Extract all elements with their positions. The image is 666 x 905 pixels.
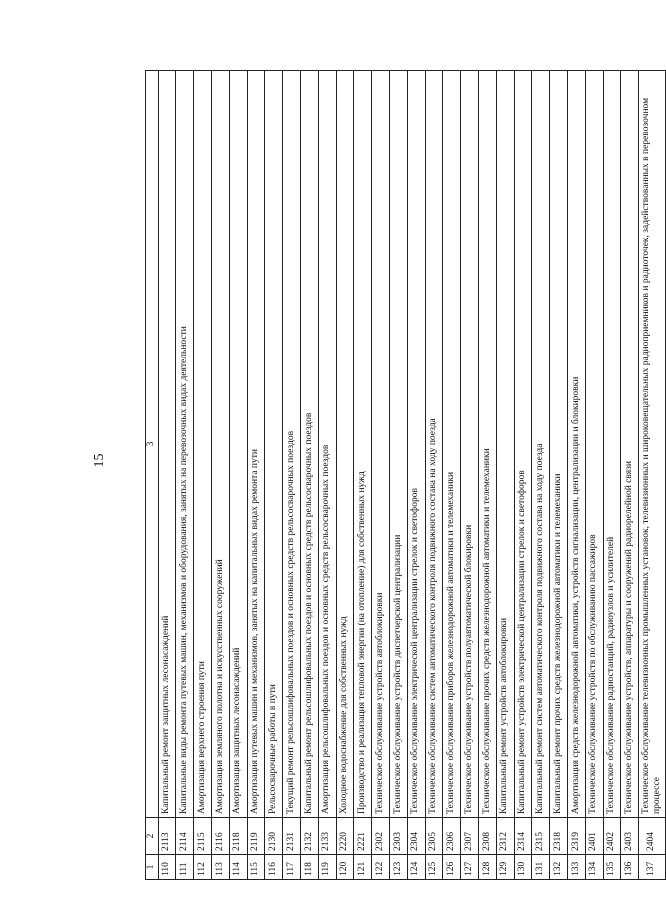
row-description: Капитальный ремонт защитных лесонасаждений [158, 71, 176, 818]
table-row [550, 71, 568, 880]
table-row [194, 71, 212, 880]
table-row [372, 71, 390, 880]
row-number: 118 [300, 855, 318, 880]
row-number: 119 [318, 855, 336, 880]
row-description: Капитальный ремонт прочих средств железнодорожной автоматики и телемеханики [550, 71, 568, 818]
table-header-row [146, 71, 159, 880]
row-number: 111 [176, 855, 194, 880]
row-code: 2221 [354, 818, 372, 855]
row-number: 137 [639, 855, 666, 880]
row-number: 116 [265, 855, 283, 880]
row-code: 2115 [194, 818, 212, 855]
row-number: 128 [478, 855, 496, 880]
table-row [407, 71, 425, 880]
row-number: 123 [389, 855, 407, 880]
row-code: 2131 [283, 818, 301, 855]
row-number: 122 [372, 855, 390, 880]
table-row [585, 71, 603, 880]
table-row [478, 71, 496, 880]
data-table [145, 70, 666, 880]
row-number: 113 [211, 855, 229, 880]
row-description: Капитальный ремонт рельсошлифовальных поездов и основных средств рельсосварочных поездов [300, 71, 318, 818]
row-number: 117 [283, 855, 301, 880]
row-code: 2302 [372, 818, 390, 855]
row-code: 2319 [567, 818, 585, 855]
row-description: Техническое обслуживание устройств автоблокировки [372, 71, 390, 818]
row-description: Техническое обслуживание прочих средств железнодорожной автоматики и телемеханики [478, 71, 496, 818]
row-number: 127 [461, 855, 479, 880]
row-code: 2119 [247, 818, 265, 855]
table-row [176, 71, 194, 880]
row-number: 131 [532, 855, 550, 880]
table-row [229, 71, 247, 880]
table-row [461, 71, 479, 880]
row-description: Производство и реализация тепловой энергии (на отопление) для собственных нужд [354, 71, 372, 818]
table-row [300, 71, 318, 880]
table-row [336, 71, 354, 880]
row-number: 133 [567, 855, 585, 880]
row-number: 120 [336, 855, 354, 880]
row-code: 2307 [461, 818, 479, 855]
row-description: Амортизация верхнего строения пути [194, 71, 212, 818]
row-code: 2305 [425, 818, 443, 855]
table-row [158, 71, 176, 880]
row-description: Рельсосварочные работы в пути [265, 71, 283, 818]
row-code: 2308 [478, 818, 496, 855]
header-col-3: 3 [146, 71, 159, 818]
row-description: Капитальный ремонт систем автоматического контроля подвижного состава на ходу поезда [532, 71, 550, 818]
table-row [567, 71, 585, 880]
table-row [603, 71, 621, 880]
row-number: 130 [514, 855, 532, 880]
row-description: Капитальный ремонт устройств автоблокировки [496, 71, 514, 818]
row-code: 2116 [211, 818, 229, 855]
row-number: 134 [585, 855, 603, 880]
row-code: 2314 [514, 818, 532, 855]
row-description: Техническое обслуживание устройств диспетчерской централизации [389, 71, 407, 818]
row-description: Текущий ремонт рельсошлифовальных поездов и основных средств рельсосварочных поездов [283, 71, 301, 818]
row-description: Техническое обслуживание телевизионных промышленных установок, телевизионных и широковещательных радиоприемников и радиоточек, задействованных в перевозочном процессе [639, 71, 666, 818]
row-code: 2403 [621, 818, 639, 855]
table-row [283, 71, 301, 880]
row-code: 2304 [407, 818, 425, 855]
row-code: 2113 [158, 818, 176, 855]
table-row [354, 71, 372, 880]
table-row [265, 71, 283, 880]
row-code: 2132 [300, 818, 318, 855]
row-code: 2303 [389, 818, 407, 855]
row-code: 2306 [443, 818, 461, 855]
row-number: 136 [621, 855, 639, 880]
row-description: Капитальный ремонт устройств электрической централизации стрелок и светофоров [514, 71, 532, 818]
header-col-1: 1 [146, 855, 159, 880]
row-number: 126 [443, 855, 461, 880]
table-row [443, 71, 461, 880]
row-number: 129 [496, 855, 514, 880]
page-number: 15 [92, 453, 107, 468]
row-description: Амортизация средств железнодорожной автоматики, устройств сигнализации, централизации и блокировки [567, 71, 585, 818]
row-number: 112 [194, 855, 212, 880]
table-row [621, 71, 639, 880]
row-description: Амортизация земляного полотна и искусственных сооружений [211, 71, 229, 818]
table-row [389, 71, 407, 880]
row-code: 2318 [550, 818, 568, 855]
row-number: 114 [229, 855, 247, 880]
row-description: Техническое обслуживание устройств полуавтоматической блокировки [461, 71, 479, 818]
row-code: 2402 [603, 818, 621, 855]
row-description: Техническое обслуживание устройств по обслуживанию пассажиров [585, 71, 603, 818]
row-description: Техническое обслуживание устройств, аппаратуры и сооружений радиорелейной связи [621, 71, 639, 818]
row-code: 2133 [318, 818, 336, 855]
row-number: 124 [407, 855, 425, 880]
row-code: 2118 [229, 818, 247, 855]
row-description: Техническое обслуживание радиостанций, радиоузлов и усилителей [603, 71, 621, 818]
table-row [247, 71, 265, 880]
row-code: 2220 [336, 818, 354, 855]
row-code: 2312 [496, 818, 514, 855]
rotated-page-content [85, 65, 663, 880]
row-description: Амортизация путевых машин и механизмов, занятых на капитальных видах ремонта пути [247, 71, 265, 818]
row-description: Техническое обслуживание приборов железнодорожной автоматики и телемеханики [443, 71, 461, 818]
row-code: 2315 [532, 818, 550, 855]
row-code: 2130 [265, 818, 283, 855]
row-number: 115 [247, 855, 265, 880]
row-number: 121 [354, 855, 372, 880]
table-row [318, 71, 336, 880]
row-code: 2404 [639, 818, 666, 855]
table-row [496, 71, 514, 880]
row-code: 2401 [585, 818, 603, 855]
row-description: Холодное водоснабжение для собственных нужд [336, 71, 354, 818]
row-number: 132 [550, 855, 568, 880]
row-number: 135 [603, 855, 621, 880]
row-description: Амортизация рельсошлифовальных поездов и основных средств рельсосварочных поездов [318, 71, 336, 818]
header-col-2: 2 [146, 818, 159, 855]
row-code: 2114 [176, 818, 194, 855]
row-description: Капитальные виды ремонта путевых машин, механизмов и оборудования, занятых на перевозочных видах деятельности [176, 71, 194, 818]
row-number: 110 [158, 855, 176, 880]
table-row [532, 71, 550, 880]
row-description: Техническое обслуживание электрической централизации стрелок и светофоров [407, 71, 425, 818]
row-description: Техническое обслуживание систем автоматического контроля подвижного состава на ходу поезда [425, 71, 443, 818]
table-row [211, 71, 229, 880]
table-row [425, 71, 443, 880]
row-number: 125 [425, 855, 443, 880]
table-row [514, 71, 532, 880]
table-row [639, 71, 666, 880]
row-description: Амортизация защитных лесонасаждений [229, 71, 247, 818]
